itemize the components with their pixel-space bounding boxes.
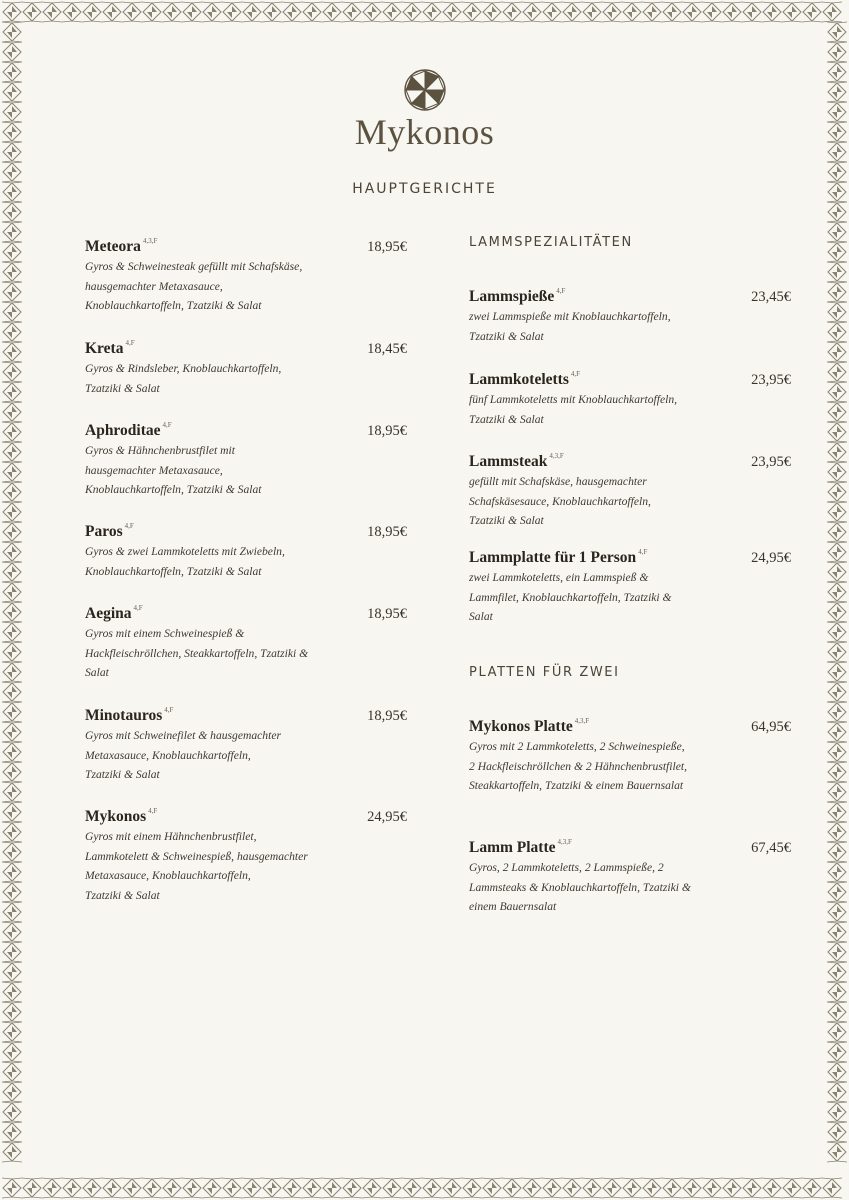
border-tile — [222, 1178, 242, 1198]
border-tile — [2, 322, 22, 342]
border-tile — [2, 1178, 22, 1198]
border-tile — [2, 802, 22, 822]
border-tile — [82, 1178, 102, 1198]
border-tile — [162, 2, 182, 22]
menu-item-price: 18,95€ — [367, 239, 407, 255]
border-tile — [142, 1178, 162, 1198]
menu-item — [85, 238, 407, 316]
border-tile — [342, 1178, 362, 1198]
menu-item-description: zwei Lammspieße mit Knoblauchkartoffeln, Tzatziki & Salat — [469, 310, 671, 343]
border-tile — [827, 162, 847, 182]
menu-item-name: Aphroditae $^{4,F}$ — [85, 421, 172, 439]
border-tile — [162, 1178, 182, 1198]
menu-item-price: 23,45€ — [751, 289, 791, 305]
menu-item-description: Gyros mit einem Schweinespieß & Hackfleischröllchen, Steakkartoffeln, Tzatziki & Salat — [85, 627, 309, 679]
border-tile — [827, 502, 847, 522]
border-tile — [662, 1178, 682, 1198]
border-tile — [2, 162, 22, 182]
restaurant-name: Mykonos — [354, 112, 495, 152]
menu-item-price: 18,95€ — [367, 423, 407, 439]
border-tile — [502, 1178, 522, 1198]
border-tile — [2, 302, 22, 322]
border-tile — [422, 2, 442, 22]
border-tile — [202, 1178, 222, 1198]
border-tile — [682, 2, 702, 22]
border-tile — [642, 2, 662, 22]
border-tile — [442, 2, 462, 22]
border-tile — [802, 2, 822, 22]
border-tile — [2, 362, 22, 382]
menu-item-description: Gyros & zwei Lammkoteletts mit Zwiebeln, Knoblauchkartoffeln, Tzatziki & Salat — [85, 545, 285, 578]
border-tile — [722, 1178, 742, 1198]
border-tile — [822, 1178, 842, 1198]
border-tile — [827, 422, 847, 442]
border-tile — [2, 922, 22, 942]
border-tile — [322, 2, 342, 22]
border-tile — [642, 1178, 662, 1198]
border-tile — [202, 2, 222, 22]
border-tile — [22, 1178, 42, 1198]
border-tile — [682, 1178, 702, 1198]
border-tile — [602, 1178, 622, 1198]
border-tile — [222, 2, 242, 22]
border-tile — [827, 1142, 847, 1162]
border-tile — [827, 482, 847, 502]
border-tile — [827, 442, 847, 462]
menu-item — [469, 288, 791, 346]
menu-item-name: Kreta $^{4,F}$ — [85, 339, 135, 357]
border-tile — [827, 682, 847, 702]
border-tile — [2, 382, 22, 402]
menu-item-name: Lamm Platte $^{4,3,F}$ — [469, 838, 572, 856]
menu-item-price: 18,45€ — [367, 341, 407, 357]
border-tile — [362, 2, 382, 22]
border-tile — [827, 942, 847, 962]
border-tile — [2, 1102, 22, 1122]
border-tile — [442, 1178, 462, 1198]
border-tile — [827, 722, 847, 742]
border-tile — [562, 1178, 582, 1198]
border-tile — [382, 1178, 402, 1198]
border-tile — [827, 762, 847, 782]
border-tile — [702, 2, 722, 22]
border-tile — [2, 462, 22, 482]
border-tile — [2, 242, 22, 262]
border-tile — [827, 322, 847, 342]
border-tile — [2, 1002, 22, 1022]
border-tile — [827, 1082, 847, 1102]
border-tile — [742, 1178, 762, 1198]
allergen-codes: 4,3,F — [557, 838, 572, 846]
border-tile — [402, 1178, 422, 1198]
border-tile — [2, 762, 22, 782]
menu-item — [469, 371, 791, 429]
border-tile — [62, 1178, 82, 1198]
border-tile — [827, 222, 847, 242]
menu-item-name: Mykonos $^{4,F}$ — [85, 807, 158, 825]
border-tile — [2, 562, 22, 582]
menu-item-description: Gyros, 2 Lammkoteletts, 2 Lammspieße, 2 Lammsteaks & Knoblauchkartoffeln, Tzatziki & einem Bauernsalat — [469, 861, 691, 913]
border-tile — [2, 202, 22, 222]
border-tile — [827, 1122, 847, 1142]
border-tile — [2, 522, 22, 542]
border-tile — [742, 2, 762, 22]
menu-item — [85, 340, 407, 398]
border-tile — [827, 902, 847, 922]
border-tile — [2, 882, 22, 902]
border-tile — [522, 2, 542, 22]
border-tile — [827, 982, 847, 1002]
border-tile — [122, 1178, 142, 1198]
border-tile — [2, 982, 22, 1002]
menu-item-price: 18,95€ — [367, 606, 407, 622]
border-tile — [722, 2, 742, 22]
border-tile — [827, 962, 847, 982]
menu-item-description: Gyros mit 2 Lammkoteletts, 2 Schweinespieße, 2 Hackfleischröllchen & 2 Hähnchenbrustfilet, Steakkartoffeln, Tzatziki & einem Bauernsalat — [469, 740, 687, 792]
menu-item — [85, 422, 407, 500]
border-tile — [2, 742, 22, 762]
menu-item-name: Lammplatte für 1 Person $^{4,F}$ — [469, 548, 648, 566]
border-tile — [2, 42, 22, 62]
border-tile — [402, 2, 422, 22]
border-tile — [582, 2, 602, 22]
border-tile — [827, 402, 847, 422]
border-tile — [362, 1178, 382, 1198]
menu-item-description: gefüllt mit Schafskäse, hausgemachter Schafskäsesauce, Knoblauchkartoffeln, Tzatziki & Salat — [469, 475, 651, 527]
menu-item — [85, 808, 407, 905]
border-tile — [827, 862, 847, 882]
border-tile — [2, 722, 22, 742]
menu-item-description: Gyros & Hähnchenbrustfilet mit hausgemachter Metaxasauce, Knoblauchkartoffeln, Tzatziki & Salat — [85, 444, 262, 496]
menu-item-name: Aegina $^{4,F}$ — [85, 604, 143, 622]
border-tile — [342, 2, 362, 22]
border-tile — [2, 22, 22, 42]
border-tile — [827, 702, 847, 722]
border-tile — [2, 1122, 22, 1142]
border-tile — [482, 2, 502, 22]
menu-item-description: zwei Lammkoteletts, ein Lammspieß & Lammfilet, Knoblauchkartoffeln, Tzatziki & Salat — [469, 571, 672, 623]
border-tile — [2, 482, 22, 502]
border-tile — [382, 2, 402, 22]
border-tile — [422, 1178, 442, 1198]
border-tile — [2, 902, 22, 922]
border-tile — [2, 602, 22, 622]
border-tile — [2, 262, 22, 282]
border-tile — [827, 462, 847, 482]
border-tile — [542, 2, 562, 22]
border-tile — [827, 1022, 847, 1042]
border-tile — [302, 2, 322, 22]
border-tile — [2, 702, 22, 722]
allergen-codes: 4,F — [162, 421, 172, 429]
border-tile — [827, 362, 847, 382]
border-tile — [827, 282, 847, 302]
border-tile — [282, 2, 302, 22]
border-tile — [782, 2, 802, 22]
border-tile — [2, 782, 22, 802]
border-tile — [702, 1178, 722, 1198]
menu-item — [469, 549, 791, 627]
menu-item-price: 18,95€ — [367, 708, 407, 724]
border-tile — [2, 222, 22, 242]
border-tile — [662, 2, 682, 22]
border-tile — [827, 622, 847, 642]
border-tile — [827, 842, 847, 862]
border-tile — [462, 1178, 482, 1198]
border-tile — [827, 42, 847, 62]
header — [0, 68, 849, 152]
menu-item-price: 64,95€ — [751, 719, 791, 735]
border-tile — [827, 582, 847, 602]
border-tile — [182, 2, 202, 22]
menu-item — [85, 605, 407, 683]
border-tile — [502, 2, 522, 22]
border-tile — [827, 342, 847, 362]
menu-item-price: 24,95€ — [367, 809, 407, 825]
border-tile — [2, 682, 22, 702]
border-tile — [262, 1178, 282, 1198]
border-tile — [622, 1178, 642, 1198]
border-tile — [42, 1178, 62, 1198]
border-tile — [762, 2, 782, 22]
menu-item-price: 67,45€ — [751, 840, 791, 856]
allergen-codes: 4,3,F — [549, 452, 564, 460]
border-tile — [822, 2, 842, 22]
border-tile — [802, 1178, 822, 1198]
border-tile — [2, 1022, 22, 1042]
border-tile — [2, 2, 22, 22]
menu-item-description: Gyros & Rindsleber, Knoblauchkartoffeln, Tzatziki & Salat — [85, 362, 282, 395]
allergen-codes: 4,F — [638, 548, 648, 556]
menu-item-description: fünf Lammkoteletts mit Knoblauchkartoffeln, Tzatziki & Salat — [469, 393, 678, 426]
menu-item-price: 18,95€ — [367, 524, 407, 540]
menu-item — [469, 839, 791, 917]
border-tile — [2, 642, 22, 662]
border-tile — [2, 342, 22, 362]
border-tile — [242, 1178, 262, 1198]
border-tile — [582, 1178, 602, 1198]
border-tile — [827, 602, 847, 622]
border-tile — [242, 2, 262, 22]
border-tile — [2, 622, 22, 642]
border-tile — [827, 22, 847, 42]
border-tile — [827, 882, 847, 902]
border-tile — [827, 262, 847, 282]
border-tile — [142, 2, 162, 22]
border-tile — [322, 1178, 342, 1198]
border-tile — [827, 782, 847, 802]
border-tile — [2, 962, 22, 982]
allergen-codes: 4,F — [556, 287, 566, 295]
allergen-codes: 4,F — [133, 604, 143, 612]
border-tile — [827, 242, 847, 262]
border-tile — [42, 2, 62, 22]
platters-section-title: PLATTEN FÜR ZWEI — [469, 665, 620, 680]
border-tile — [82, 2, 102, 22]
border-tile — [2, 822, 22, 842]
allergen-codes: 4,F — [148, 807, 158, 815]
border-tile — [2, 542, 22, 562]
border-tile — [302, 1178, 322, 1198]
border-tile — [2, 942, 22, 962]
menu-item — [469, 718, 791, 796]
border-tile — [2, 582, 22, 602]
allergen-codes: 4,F — [124, 522, 134, 530]
border-tile — [2, 502, 22, 522]
page-section-title: HAUPTGERICHTE — [352, 181, 497, 197]
border-tile — [2, 1062, 22, 1082]
menu-item-name: Meteora $^{4,3,F}$ — [85, 237, 158, 255]
menu-item — [469, 453, 791, 531]
border-tile — [782, 1178, 802, 1198]
border-tile — [827, 1102, 847, 1122]
border-tile — [827, 922, 847, 942]
border-tile — [827, 562, 847, 582]
border-tile — [2, 1142, 22, 1162]
border-tile — [827, 1002, 847, 1022]
border-tile — [282, 1178, 302, 1198]
border-tile — [827, 822, 847, 842]
border-tile — [522, 1178, 542, 1198]
border-tile — [622, 2, 642, 22]
menu-item-name: Paros $^{4,F}$ — [85, 522, 134, 540]
menu-item-description: Gyros & Schweinesteak gefüllt mit Schafskäse, hausgemachter Metaxasauce, Knoblauchkartoffeln, Tzatziki & Salat — [85, 260, 303, 312]
allergen-codes: 4,F — [125, 339, 135, 347]
border-tile — [62, 2, 82, 22]
border-tile — [2, 662, 22, 682]
border-tile — [827, 642, 847, 662]
border-tile — [2, 442, 22, 462]
menu-item-name: Mykonos Platte $^{4,3,F}$ — [469, 717, 590, 735]
border-tile — [827, 1042, 847, 1062]
border-tile — [2, 1082, 22, 1102]
border-tile — [827, 382, 847, 402]
border-tile — [2, 402, 22, 422]
border-tile — [827, 542, 847, 562]
allergen-codes: 4,F — [164, 706, 174, 714]
border-tile — [602, 2, 622, 22]
menu-item — [85, 707, 407, 785]
border-tile — [122, 2, 142, 22]
border-tile — [762, 1178, 782, 1198]
menu-item-price: 24,95€ — [751, 550, 791, 566]
border-tile — [827, 802, 847, 822]
menu-item-description: Gyros mit einem Hähnchenbrustfilet, Lammkotelett & Schweinespieß, hausgemachter Metaxasauce, Knoblauchkartoffeln, Tzatziki & Salat — [85, 830, 308, 902]
border-tile — [827, 202, 847, 222]
menu-item-name: Lammkoteletts $^{4,F}$ — [469, 370, 581, 388]
border-tile — [827, 662, 847, 682]
border-tile — [262, 2, 282, 22]
border-tile — [2, 282, 22, 302]
border-tile — [2, 842, 22, 862]
border-tile — [542, 1178, 562, 1198]
menu-item-price: 23,95€ — [751, 454, 791, 470]
border-tile — [182, 1178, 202, 1198]
border-tile — [482, 1178, 502, 1198]
border-tile — [2, 862, 22, 882]
menu-item — [85, 523, 407, 581]
menu-item-name: Lammsteak $^{4,3,F}$ — [469, 452, 564, 470]
border-tile — [102, 2, 122, 22]
border-tile — [2, 1042, 22, 1062]
lamb-section-title: LAMMSPEZIALITÄTEN — [469, 235, 633, 250]
border-tile — [562, 2, 582, 22]
allergen-codes: 4,3,F — [142, 237, 158, 245]
border-tile — [827, 742, 847, 762]
mandala-star-icon — [403, 68, 447, 112]
border-tile — [22, 2, 42, 22]
allergen-codes: 4,3,F — [574, 717, 590, 725]
border-tile — [2, 422, 22, 442]
menu-item-price: 23,95€ — [751, 372, 791, 388]
menu-item-description: Gyros mit Schweinefilet & hausgemachter Metaxasauce, Knoblauchkartoffeln, Tzatziki & Salat — [85, 729, 281, 781]
allergen-codes: 4,F — [570, 370, 581, 378]
menu-item-name: Minotauros $^{4,F}$ — [85, 706, 174, 724]
border-tile — [827, 1062, 847, 1082]
border-tile — [827, 522, 847, 542]
border-tile — [102, 1178, 122, 1198]
menu-item-name: Lammspieße $^{4,F}$ — [469, 287, 566, 305]
border-tile — [462, 2, 482, 22]
border-tile — [827, 302, 847, 322]
